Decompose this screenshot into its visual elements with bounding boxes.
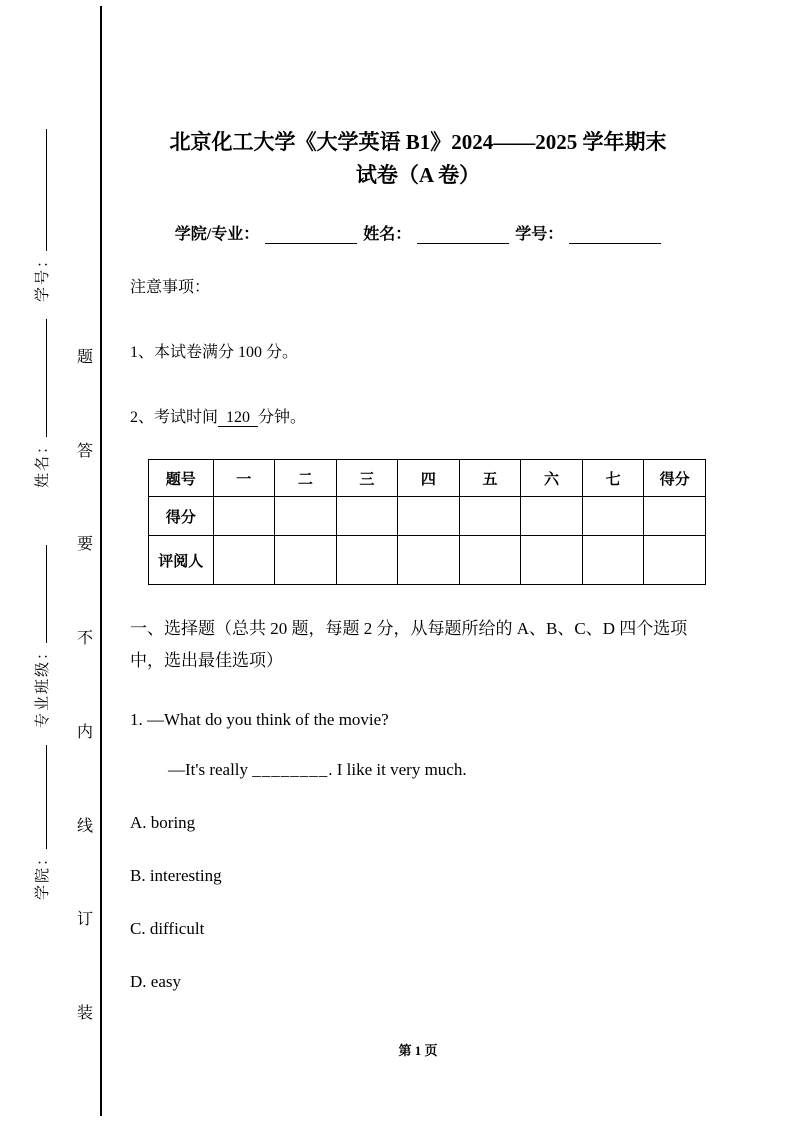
notice-heading: 注意事项： [130,279,211,297]
score-table [148,459,706,585]
binding-line-text [77,350,93,1022]
header-cell-2: 二 [275,460,337,497]
college-major-label: 学院/专业： [174,226,260,244]
exam-duration-value: 120 [218,409,258,427]
reviewer-cell [582,536,644,585]
reviewer-cell [644,536,706,585]
margin-field-label: 学院： [35,848,51,900]
notice-item-2 [130,404,706,427]
student-id-blank [569,226,661,245]
student-id-label: 学号： [515,226,564,244]
margin-field-label: 专业班级： [35,642,51,728]
option-a: A. boring [130,812,196,832]
score-cell [213,497,275,536]
section-1-heading: 一、选择题（总共 20 题，每题 2 分，从每题所给的 A、B、C、D 四个选项中，选出最佳选项） [130,619,688,671]
notice-item-2-prefix: 2、考试时间 [130,409,219,427]
binding-char: 不 [77,630,94,648]
notice-item-1: 1、本试卷满分 100 分。 [130,344,299,362]
page-title [130,126,706,191]
header-cell-score: 得分 [644,460,706,497]
reviewer-row [149,536,706,585]
option-c: C. difficult [130,918,205,938]
binding-char: 答 [77,442,94,460]
score-cell [644,497,706,536]
blank-line [31,319,47,437]
score-cell [398,497,460,536]
reviewer-cell [459,536,521,585]
score-cell [521,497,583,536]
score-cell [275,497,337,536]
binding-char: 题 [77,349,94,366]
reviewer-cell [398,536,460,585]
name-label: 姓名： [363,226,412,244]
reviewer-cell [275,536,337,585]
score-cell [459,497,521,536]
margin-field-student-id [31,129,52,302]
header-cell-3: 三 [336,460,398,497]
option-b: B. interesting [130,865,222,885]
reviewer-cell [336,536,398,585]
margin-field-major-class [31,545,52,728]
score-cell [336,497,398,536]
blank-line [31,129,47,251]
header-cell-7: 七 [582,460,644,497]
margin-field-college [31,745,52,900]
margin-field-name [31,319,52,488]
header-cell-6: 六 [521,460,583,497]
binding-char: 要 [77,536,94,554]
binding-char: 内 [77,723,94,741]
reviewer-cell [521,536,583,585]
header-cell-5: 五 [459,460,521,497]
question-1-line-2 [168,760,706,780]
answer-prefix: —It's really [168,759,253,779]
answer-suffix: . I like it very much. [328,759,467,779]
student-info-line [130,221,706,244]
notice-item-2-suffix: 分钟。 [258,409,307,427]
question-1-line-1: 1. —What do you think of the movie? [130,709,389,729]
title-line-2: 试卷（A 卷） [355,162,481,187]
blank-line [31,745,47,849]
reviewer-row-label: 评阅人 [149,536,214,585]
score-table-header-row [149,460,706,497]
header-cell-question-number: 题号 [149,460,214,497]
header-cell-1: 一 [213,460,275,497]
exam-content [130,126,706,992]
score-row [149,497,706,536]
margin-field-label: 学号： [35,250,51,302]
binding-char: 装 [77,1004,94,1022]
binding-char: 订 [77,911,94,929]
title-line-1: 北京化工大学《大学英语 B1》2024——2025 学年期末 [169,130,667,154]
score-row-label: 得分 [149,497,214,536]
blank-line [31,545,47,643]
margin-field-label: 姓名： [35,436,51,488]
option-d: D. easy [130,971,181,991]
name-blank [417,226,509,245]
binding-line [100,6,102,1116]
score-cell [582,497,644,536]
reviewer-cell [213,536,275,585]
college-major-blank [265,226,357,245]
binding-char: 线 [77,817,94,835]
page-number: 第 1 页 [398,1043,438,1058]
answer-blank: ________ [252,759,329,779]
header-cell-4: 四 [398,460,460,497]
